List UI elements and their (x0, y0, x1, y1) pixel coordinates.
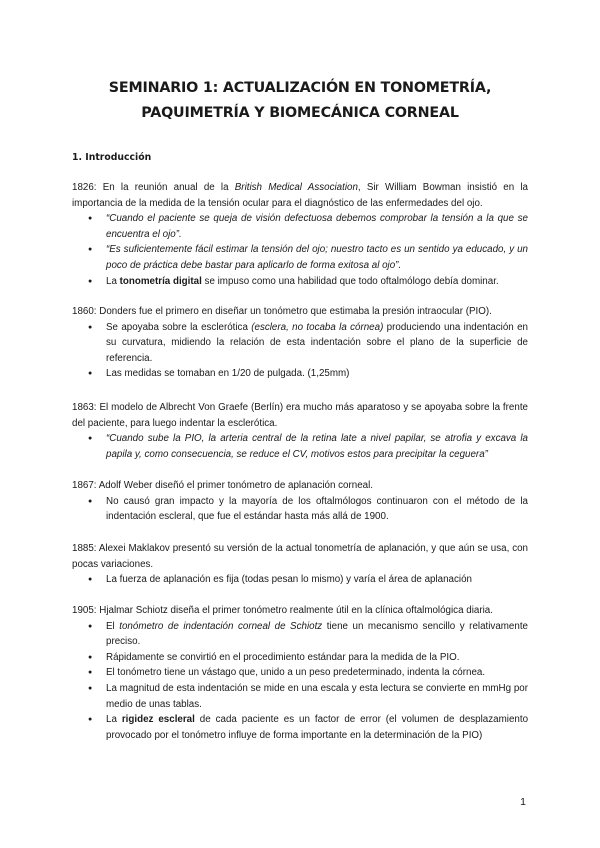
paragraph-1826: 1826: En la reunión anual de la British Medical Association, Sir William Bowman insistió en la importancia de la medida de la tensión ocular para el diagnóstico de las enfermedades del ojo. (72, 182, 528, 209)
title-line-2: PAQUIMETRÍA Y BIOMECÁNICA CORNEAL (141, 105, 459, 121)
list-item: ● La tonometría digital se impuso como una habilidad que todo oftalmólogo debía dominar. (106, 274, 528, 290)
list-item: ● La magnitud de esta indentación se mide en una escala y esta lectura se convierte en mmHg por medio de unas tablas. (106, 681, 528, 712)
list-item: ● La fuerza de aplanación es fija (todas pesan lo mismo) y varía el área de aplanación (106, 572, 528, 588)
list-item: ● Rápidamente se convirtió en el procedimiento estándar para la medida de la PIO. (106, 650, 528, 666)
list-item: ● “Es suficientemente fácil estimar la tensión del ojo; nuestro tacto es un sentido ya educado, y un poco de práctica debe bastar para aplicarlo de forma exitosa al ojo”. (106, 242, 528, 273)
list-1826 (72, 211, 528, 289)
document-title (60, 76, 540, 126)
list-item: ● “Cuando el paciente se queja de visión defectuosa debemos comprobar la tensión a la que se encuentra el ojo”. (106, 211, 528, 242)
paragraph-1860: 1860: Donders fue el primero en diseñar un tonómetro que estimaba la presión intraocular (PIO). (72, 306, 492, 317)
section-1863 (72, 400, 528, 462)
section-1885 (72, 541, 528, 588)
page-number: 1 (520, 796, 526, 808)
list-item: ● La rigidez escleral de cada paciente es un factor de error (el volumen de desplazamiento provocado por el tonómetro influye de forma importante en la determinación de la PIO) (106, 712, 528, 743)
list-1867 (72, 494, 528, 525)
list-1905 (72, 619, 528, 744)
paragraph-1885: 1885: Alexei Maklakov presentó su versión de la actual tonometría de aplanación, y que aún se usa, con pocas variaciones. (72, 543, 528, 570)
section-1905 (72, 603, 528, 743)
section-1867 (72, 478, 528, 525)
list-item: ● El tonómetro tiene un vástago que, unido a un peso predeterminado, indenta la córnea. (106, 665, 528, 681)
list-1885 (72, 572, 528, 588)
list-item: ● Se apoyaba sobre la esclerótica (esclera, no tocaba la córnea) produciendo una indentación en su curvatura, midiendo la relación de esta indentación sobre el plano de la superficie de referencia. (106, 320, 528, 367)
list-item: ● Las medidas se tomaban en 1/20 de pulgada. (1,25mm) (106, 366, 528, 382)
section-heading: 1. Introducción (72, 152, 152, 163)
paragraph-1867: 1867: Adolf Weber diseñó el primer tonómetro de aplanación corneal. (72, 480, 373, 491)
title-line-1: SEMINARIO 1: ACTUALIZACIÓN EN TONOMETRÍA, (108, 80, 492, 96)
section-1826 (72, 180, 528, 289)
paragraph-1905: 1905: Hjalmar Schiotz diseña el primer tonómetro realmente útil en la clínica oftalmológica diaria. (72, 605, 493, 616)
list-item: ● El tonómetro de indentación corneal de Schiotz tiene un mecanismo sencillo y relativamente preciso. (106, 619, 528, 650)
paragraph-1863: 1863: El modelo de Albrecht Von Graefe (Berlín) era mucho más aparatoso y se apoyaba sobre la frente del paciente, para luego indentar la esclerótica. (72, 402, 528, 429)
list-1860 (72, 320, 528, 382)
list-item: ● No causó gran impacto y la mayoría de los oftalmólogos continuaron con el método de la indentación escleral, que fue el estándar hasta más allá de 1900. (106, 494, 528, 525)
list-item: ● “Cuando sube la PIO, la arteria central de la retina late a nivel papilar, se atrofia y excava la papila y, como consecuencia, se reduce el CV, motivos estos para precipitar la ceguera” (106, 431, 528, 462)
section-1860 (72, 304, 528, 382)
list-1863 (72, 431, 528, 462)
